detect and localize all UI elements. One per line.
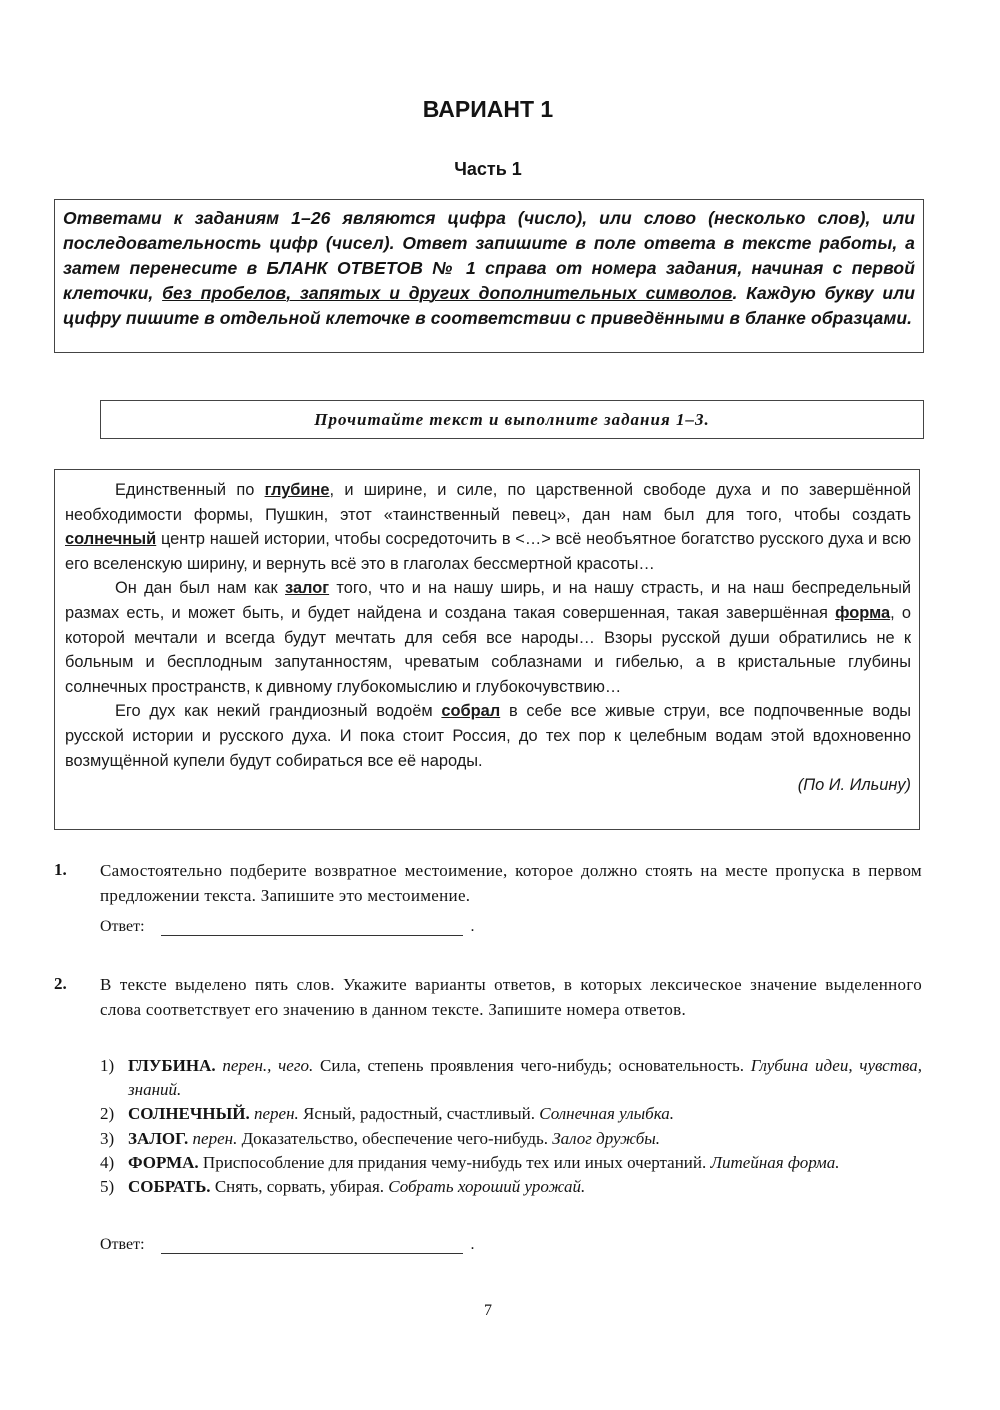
question-2-text: В тексте выделено пять слов. Укажите варианты ответов, в которых лексическое значение выделенного слова соответствует его значению в данном тексте. Запишите номера ответов. — [100, 975, 922, 1019]
option-number: 3) — [100, 1128, 115, 1148]
list-item — [100, 1102, 922, 1126]
option-mark: перен. — [192, 1128, 238, 1148]
highlighted-word-zalog: залог — [285, 579, 330, 598]
list-item — [100, 1175, 922, 1199]
option-number: 5) — [100, 1177, 115, 1197]
option-example: Литейная форма. — [710, 1152, 840, 1172]
instructions-underlined: без пробелов, запятых и других дополнительных символов — [162, 283, 733, 303]
option-word: СОБРАТЬ. — [128, 1177, 211, 1197]
passage-text: в себе все живые струи, все подпочвенные воды русской истории и русского духа. И пока стоит Россия, до тех пор к целебным водам этой вдохновенно возмущённой купели будут собираться все её народы. — [65, 702, 911, 770]
answer-dot: . — [470, 1236, 475, 1253]
list-item — [100, 1127, 922, 1151]
option-number: 1) — [100, 1056, 115, 1075]
answer-input-line[interactable] — [161, 919, 463, 936]
option-definition: Ясный, радостный, счастливый. — [298, 1104, 540, 1124]
option-mark: перен., чего. — [222, 1056, 314, 1075]
passage-text: Единственный по — [115, 481, 265, 499]
option-mark: перен. — [254, 1104, 299, 1124]
option-word: СОЛНЕЧНЫЙ. — [128, 1104, 250, 1124]
answer-label: Ответ: — [100, 918, 145, 935]
option-definition: Доказательство, обеспечение чего-нибудь. — [237, 1128, 553, 1148]
passage-text: того, что и на нашу ширь, и на нашу страсть, и на наш беспредельный размах есть, и может быть, и будет найдена и создана такая совершенная, такая завершённая — [65, 579, 912, 622]
options-list — [100, 1054, 922, 1199]
passage-text: , и ширине, и силе, по царственной свободе духа и по завершённой необходимости формы, Пушкин, этот «таинственный певец», дан нам был для того, чтобы создать — [65, 481, 912, 524]
option-number: 4) — [100, 1152, 115, 1172]
passage-paragraph-2 — [65, 576, 911, 699]
passage-text: , о которой мечтали и всегда будут мечтать для себя все народы… Взоры русской души обратились не к больным и бесплодным запутанностям, чреватым соблазнами и гибелью, а в кристальные глубины солнечных пространств, к дивному глубокомыслию и глубокочувствию… — [65, 603, 911, 696]
option-example: Солнечная улыбка. — [539, 1104, 674, 1124]
passage-text: Его дух как некий грандиозный водоём — [115, 702, 442, 721]
variant-title: ВАРИАНТ 1 — [422, 96, 554, 122]
passage-paragraph-3 — [65, 699, 911, 773]
passage-text: центр нашей истории, чтобы сосредоточить в <…> всё необъятное богатство русского духа и всю его вселенскую ширину, и вернуть всё это в глаголах бессмертной красоты… — [65, 530, 911, 573]
highlighted-word-glubina: глубине — [264, 481, 330, 499]
option-word: ФОРМА. — [128, 1152, 199, 1172]
reading-prompt-box — [100, 400, 924, 439]
option-example: Залог дружбы. — [552, 1128, 661, 1148]
list-item — [100, 1054, 922, 1102]
option-definition: Сила, степень проявления чего-нибудь; основательность. — [313, 1056, 751, 1075]
option-definition: Приспособление для придания чему-нибудь тех или иных очертаний. — [202, 1152, 711, 1172]
highlighted-word-sobral: собрал — [441, 702, 501, 721]
option-example: Собрать хороший урожай. — [388, 1177, 586, 1197]
instructions-text: Ответами к заданиям 1–26 являются цифра (число), или слово (несколько слов), или последовательность цифр (чисел). Ответ запишите в поле ответа в тексте работы, а затем перенесите в БЛАНК ОТВЕТОВ № 1 справа от номера задания, начиная с первой клеточки, — [63, 208, 915, 303]
reading-prompt: Прочитайте текст и выполните задания 1–3. — [314, 409, 710, 429]
passage-source: (По И. Ильину) — [797, 776, 911, 795]
question-1-text: Самостоятельно подберите возвратное местоимение, которое должно стоять на месте пропуска в первом предложении текста. Запишите это местоимение. — [100, 861, 922, 905]
question-1-number: 1. — [54, 860, 67, 879]
option-number: 2) — [100, 1104, 115, 1124]
option-example: Глубина идеи, чувства, знаний. — [128, 1056, 923, 1100]
instructions-text-end: . Каждую букву или цифру пишите в отдельной клеточке в соответствии с приведёнными в бланке образцами. — [63, 283, 915, 328]
answer-input-line[interactable] — [161, 1237, 463, 1254]
answer-label: Ответ: — [100, 1236, 145, 1253]
option-definition: Снять, сорвать, убирая. — [214, 1177, 389, 1197]
question-2-answer — [100, 1236, 475, 1254]
passage-box — [54, 469, 920, 830]
list-item — [100, 1151, 922, 1175]
answer-dot: . — [470, 918, 475, 935]
passage-paragraph-1 — [65, 478, 911, 576]
highlighted-word-solnechny: солнечный — [65, 530, 157, 549]
page-number: 7 — [484, 1302, 492, 1319]
question-2-number: 2. — [54, 974, 67, 993]
passage-text: Он дан был нам как — [115, 579, 286, 598]
option-word: ЗАЛОГ. — [128, 1128, 189, 1148]
question-1-answer — [100, 918, 475, 936]
part-title: Часть 1 — [454, 159, 522, 179]
highlighted-word-forma: форма — [835, 603, 891, 622]
instructions-box — [54, 199, 924, 353]
option-word: ГЛУБИНА. — [128, 1056, 216, 1075]
